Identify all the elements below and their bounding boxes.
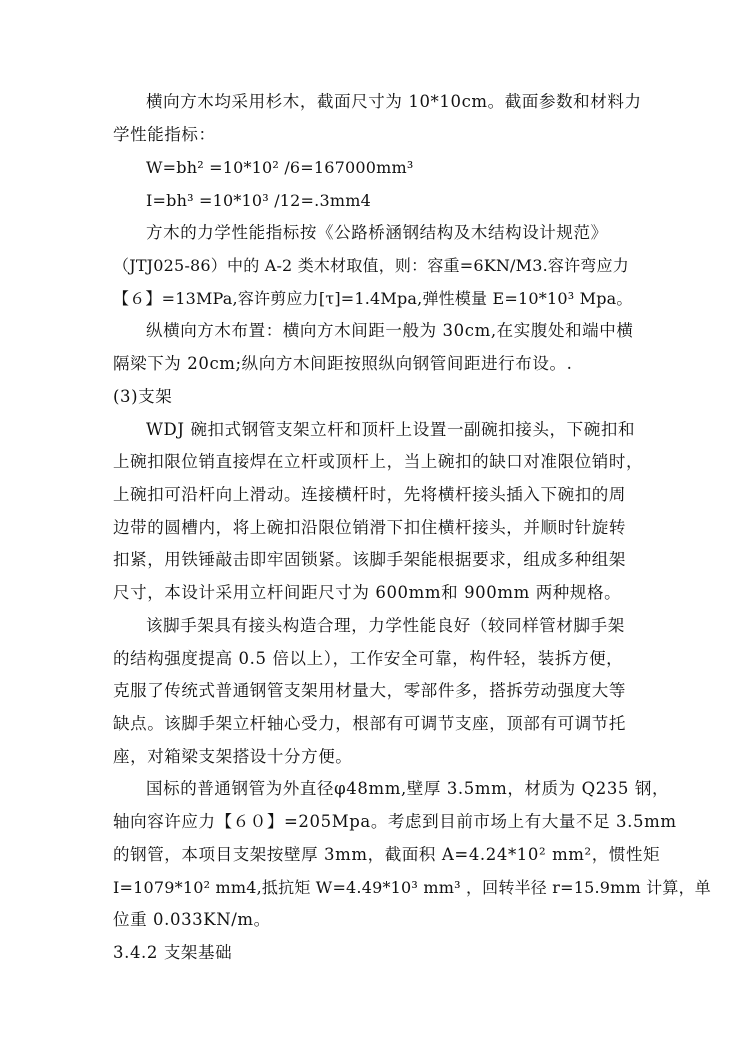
paragraph-line: 学性能指标：: [113, 125, 216, 144]
paragraph-line: 的钢管，本项目支架按壁厚 3mm，截面积 A=4.24*10² mm²，惯性矩: [113, 845, 661, 864]
paragraph-line: 该脚手架具有接头构造合理，力学性能良好（较同样管材脚手架: [146, 616, 625, 635]
paragraph-line: 边带的圆槽内，将上碗扣沿限位销滑下扣住横杆接头，并顺时针旋转: [113, 518, 626, 537]
paragraph-line: 方木的力学性能指标按《公路桥涵钢结构及木结构设计规范》: [146, 223, 608, 242]
formula-line: I=bh³ =10*10³ /12=.3mm4: [146, 191, 371, 210]
paragraph-line: 缺点。该脚手架立杆轴心受力，根部有可调节支座，顶部有可调节托: [113, 714, 626, 733]
paragraph-line: 克服了传统式普通钢管支架用材量大，零部件多，搭拆劳动强度大等: [113, 681, 626, 700]
paragraph-line: 横向方木均采用杉木，截面尺寸为 10*10cm。截面参数和材料力: [146, 92, 642, 111]
paragraph-line: 纵横向方木布置：横向方木间距一般为 30cm,在实腹处和端中横: [146, 321, 634, 340]
paragraph-line: 【６】=13MPa,容许剪应力[τ]=1.4Mpa,弹性模量 E=10*10³ Mpa。: [113, 289, 633, 308]
section-heading: (3)支架: [113, 387, 173, 406]
section-heading: 3.4.2 支架基础: [113, 943, 233, 962]
paragraph-line: 上碗扣限位销直接焊在立杆或顶杆上，当上碗扣的缺口对准限位销时，: [113, 452, 644, 471]
paragraph-line: 上碗扣可沿杆向上滑动。连接横杆时，先将横杆接头插入下碗扣的周: [113, 485, 626, 504]
paragraph-line: 位重 0.033KN/m。: [113, 910, 271, 929]
paragraph-line: 扣紧，用铁锤敲击即牢固锁紧。该脚手架能根据要求，组成多种组架: [113, 550, 626, 569]
paragraph-line: （JTJ025-86）中的 A-2 类木材取值，则：容重=6KN/M3.容许弯应力: [113, 256, 629, 275]
paragraph-line: 座，对箱梁支架搭设十分方便。: [113, 747, 353, 766]
formula-line: W=bh² =10*10² /6=167000mm³: [146, 158, 414, 177]
paragraph-line: 国标的普通钢管为外直径φ48mm,壁厚 3.5mm，材质为 Q235 钢，: [146, 779, 670, 798]
paragraph-line: WDJ 碗扣式钢管支架立杆和顶杆上设置一副碗扣接头，下碗扣和: [146, 420, 636, 439]
paragraph-line: 尺寸，本设计采用立杆间距尺寸为 600mm和 900mm 两种规格。: [113, 583, 622, 602]
paragraph-line: 轴向容许应力【６０】=205Mpa。考虑到目前市场上有大量不足 3.5mm: [113, 812, 677, 831]
paragraph-line: 的结构强度提高 0.5 倍以上），工作安全可靠，构件轻，装拆方便，: [113, 649, 624, 668]
paragraph-line: I=1079*10² mm4,抵抗矩 W=4.49*10³ mm³ ，回转半径 r=15.9mm 计算，单: [113, 878, 711, 897]
paragraph-line: 隔梁下为 20cm;纵向方木间距按照纵向钢管间距进行布设。.: [113, 354, 573, 373]
